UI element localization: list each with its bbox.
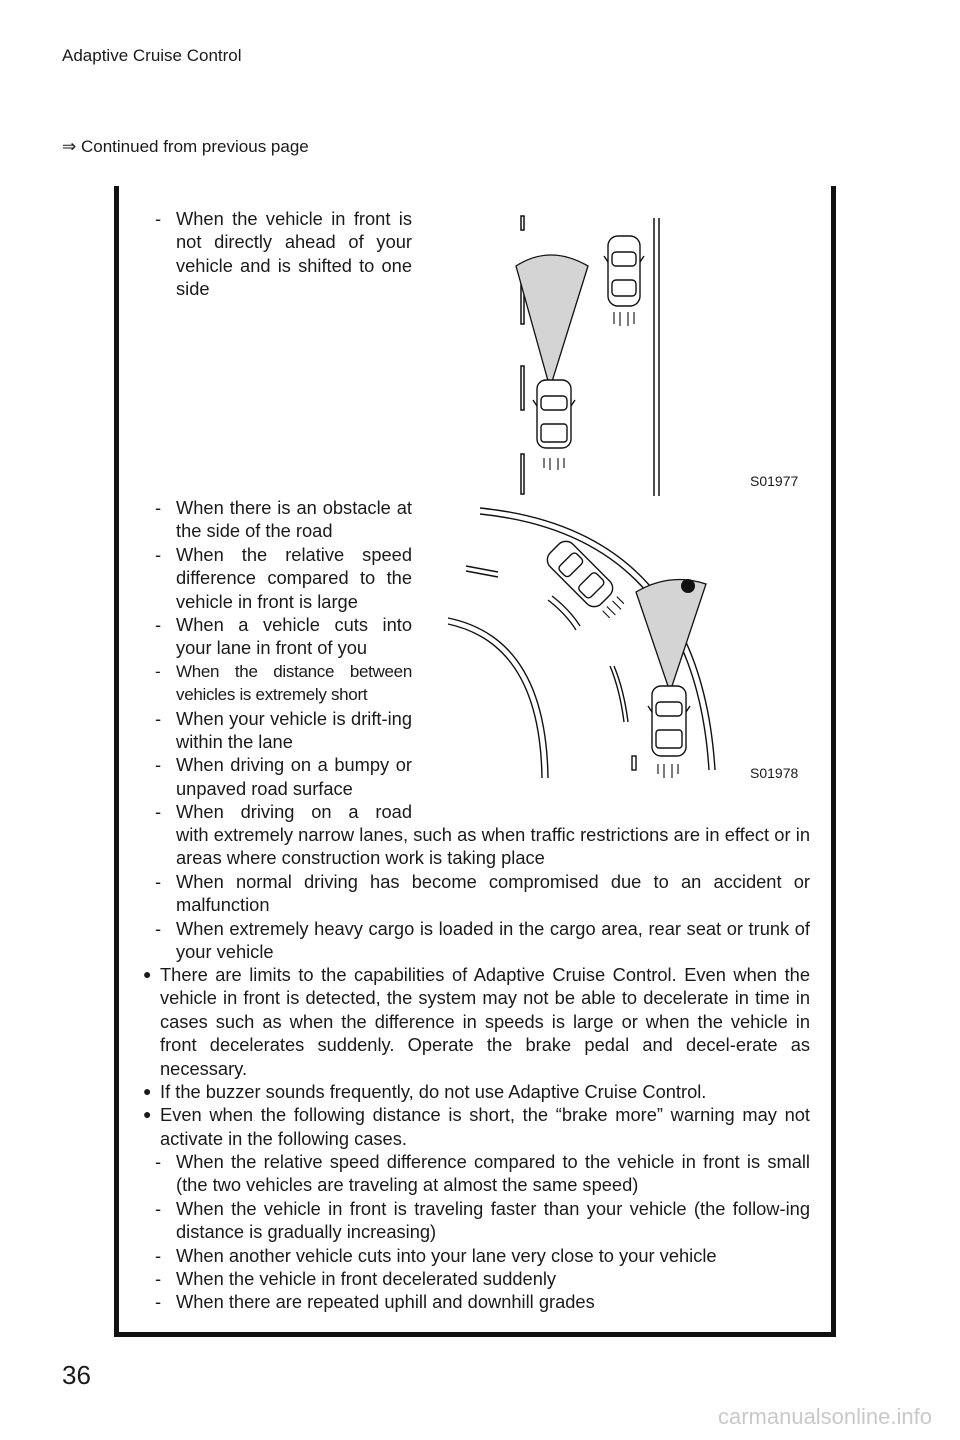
- list-item: - When driving on a road: [155, 801, 412, 823]
- bullet-icon: ●: [143, 966, 152, 982]
- list-item: - When the vehicle in front is not directly ahead of your vehicle and is shifted to one side: [155, 208, 412, 300]
- figure-label: S01978: [750, 765, 799, 781]
- narrow-list-1: [155, 207, 412, 301]
- road-edge-inner: [448, 618, 548, 778]
- left-lane-marking: [521, 216, 524, 494]
- list-item: - When normal driving has become compromised due to an accident or malfunction: [155, 870, 810, 916]
- list-item: - When the vehicle in front decelerated suddenly: [155, 1268, 557, 1290]
- list-item: - When the relative speed difference compared to the vehicle in front is small (the two vehicles are traveling at almost the same speed): [155, 1151, 810, 1196]
- obstacle-dot: [681, 579, 695, 593]
- continued-text: Continued from previous page: [80, 137, 309, 156]
- list-item: - When the relative speed difference compared to the vehicle in front is large: [155, 543, 412, 612]
- list-item: - When driving on a bumpy or unpaved road surface: [155, 754, 412, 799]
- list-item: - When there is an obstacle at the side of the road: [155, 497, 412, 542]
- bullet-icon: ●: [143, 1083, 152, 1100]
- bullet-list: [143, 963, 810, 1150]
- list-item: - When your vehicle is drift-ing within the lane: [155, 707, 412, 753]
- bullet-item: ● Even when the following distance is short, the “brake more” warning may not activate in the following cases.: [143, 1104, 810, 1149]
- dash-marker: -: [155, 208, 162, 229]
- cutting-in-vehicle: [543, 537, 629, 623]
- list-item: - When extremely heavy cargo is loaded in the cargo area, rear seat or trunk of your vehicle: [155, 917, 810, 963]
- list-item-continuation: with extremely narrow lanes, such as when traffic restrictions are in effect or in areas where construction work is taking place: [176, 824, 810, 869]
- bullet-item: ● If the buzzer sounds frequently, do not use Adaptive Cruise Control.: [143, 1081, 707, 1103]
- list-item: - When a vehicle cuts into your lane in front of you: [155, 614, 412, 659]
- section-header: Adaptive Cruise Control: [62, 46, 242, 65]
- wide-list: [155, 823, 810, 963]
- radar-beam: [636, 580, 706, 693]
- radar-beam: [516, 255, 588, 388]
- continued-note: [62, 137, 309, 157]
- page-number: 36: [62, 1360, 91, 1390]
- front-vehicle: [604, 236, 644, 326]
- own-vehicle: [648, 686, 690, 778]
- bullet-icon: ●: [143, 1106, 152, 1123]
- list-item: - When the distance between vehicles is extremely short: [155, 661, 412, 705]
- lane-dashes: [466, 566, 636, 770]
- watermark: carmanualsonline.info: [717, 1404, 932, 1429]
- right-road-edge: [654, 218, 659, 496]
- list-item: - When another vehicle cuts into your lane very close to your vehicle: [155, 1244, 717, 1266]
- bullet-item: ● There are limits to the capabilities of Adaptive Cruise Control. Even when the vehicle in front is detected, the system may not be able to decelerate in time in cases such as when the difference in speeds is large or when the vehicle in front decelerates suddenly. Operate the brake pedal and decel-erate as necessary.: [143, 964, 810, 1079]
- figure-label: S01977: [750, 473, 799, 489]
- double-arrow-icon: ⇒: [62, 137, 77, 156]
- narrow-list-2: [155, 496, 412, 824]
- own-vehicle: [533, 380, 575, 470]
- sub-list: [155, 1150, 810, 1314]
- curved-road-diagram: [440, 500, 800, 800]
- list-item: - When the vehicle in front is traveling faster than your vehicle (the follow-ing distance is gradually increasing): [155, 1197, 810, 1243]
- straight-road-diagram: [500, 210, 800, 500]
- list-item: - When there are repeated uphill and downhill grades: [155, 1291, 595, 1313]
